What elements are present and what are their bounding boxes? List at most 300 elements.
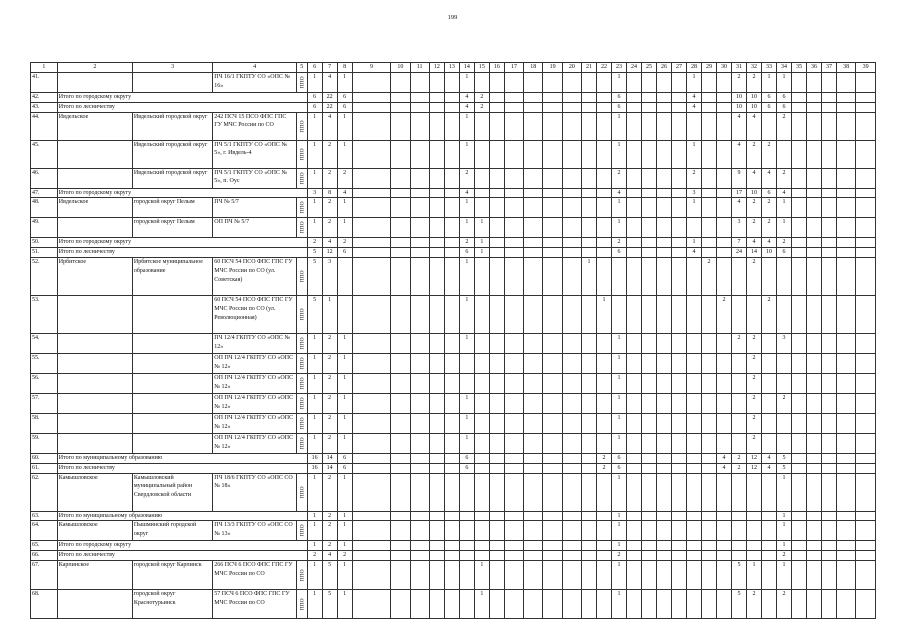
value-cell-col-17 [504, 257, 523, 295]
value-cell-col-36 [807, 511, 822, 521]
value-cell-col-18 [524, 541, 543, 551]
value-cell-col-26 [657, 140, 672, 168]
value-cell-col-33: 4 [762, 168, 777, 188]
value-cell-col-6: 2 [307, 551, 322, 561]
value-cell-col-28 [687, 521, 702, 541]
value-cell-col-36 [807, 218, 822, 238]
value-cell-col-14 [459, 560, 474, 589]
value-cell-col-34 [777, 295, 792, 333]
value-cell-col-25 [642, 93, 657, 103]
value-cell-col-10 [391, 521, 410, 541]
value-cell-col-23: 2 [612, 238, 627, 248]
value-cell-col-15: 1 [474, 238, 489, 248]
value-cell-col-20 [562, 373, 581, 393]
value-cell-col-9 [352, 521, 391, 541]
table-row [31, 198, 876, 218]
value-cell-col-33 [762, 433, 777, 453]
table-row [31, 112, 876, 140]
value-cell-col-32: 4 [747, 112, 762, 140]
value-cell-col-14: 1 [459, 333, 474, 353]
row-number: 51. [31, 248, 58, 258]
value-cell-col-17 [504, 413, 523, 433]
value-cell-col-34: 1 [777, 521, 792, 541]
value-cell-col-23: 1 [612, 560, 627, 589]
value-cell-col-6: 6 [307, 102, 322, 112]
value-cell-col-16 [489, 333, 504, 353]
value-cell-col-19 [543, 433, 562, 453]
value-cell-col-31: 5 [732, 589, 747, 618]
value-cell-col-9 [352, 551, 391, 561]
value-cell-col-30 [717, 589, 732, 618]
value-cell-col-15 [474, 257, 489, 295]
row-number: 58. [31, 413, 58, 433]
unit-cell: ПЧ 13/3 ГКПТУ СО «ОПС СО № 13» [213, 521, 297, 541]
value-cell-col-26 [657, 248, 672, 258]
value-cell-col-22 [597, 560, 612, 589]
value-cell-col-9 [352, 353, 391, 373]
value-cell-col-9 [352, 463, 391, 473]
value-cell-col-20 [562, 393, 581, 413]
value-cell-col-16 [489, 93, 504, 103]
row-number: 48. [31, 198, 58, 218]
unit-type-cell [296, 373, 307, 393]
value-cell-col-39 [856, 257, 876, 295]
value-cell-col-12 [429, 560, 444, 589]
value-cell-col-34: 2 [777, 393, 792, 413]
value-cell-col-21 [582, 198, 597, 218]
value-cell-col-16 [489, 453, 504, 463]
value-cell-col-10 [391, 473, 410, 511]
value-cell-col-21 [582, 188, 597, 198]
value-cell-col-32: 2 [747, 589, 762, 618]
value-cell-col-12 [429, 333, 444, 353]
municipality-cell: Ирбитское муниципальное образование [132, 257, 212, 295]
value-cell-col-26 [657, 188, 672, 198]
value-cell-col-30 [717, 73, 732, 93]
value-cell-col-35 [792, 198, 807, 218]
value-cell-col-8: 1 [337, 433, 352, 453]
value-cell-col-32: 4 [747, 238, 762, 248]
value-cell-col-24 [627, 295, 642, 333]
value-cell-col-16 [489, 560, 504, 589]
value-cell-col-28: 4 [687, 248, 702, 258]
value-cell-col-7: 2 [322, 218, 337, 238]
value-cell-col-13 [444, 73, 459, 93]
value-cell-col-20 [562, 168, 581, 188]
value-cell-col-9 [352, 257, 391, 295]
value-cell-col-9 [352, 473, 391, 511]
value-cell-col-33: 6 [762, 188, 777, 198]
value-cell-col-37 [822, 373, 837, 393]
value-cell-col-35 [792, 463, 807, 473]
value-cell-col-15 [474, 112, 489, 140]
municipality-cell: городской округ Карпинск [132, 560, 212, 589]
value-cell-col-27 [672, 140, 687, 168]
value-cell-col-30 [717, 333, 732, 353]
value-cell-col-38 [837, 333, 856, 353]
value-cell-col-9 [352, 102, 391, 112]
value-cell-col-20 [562, 238, 581, 248]
value-cell-col-9 [352, 248, 391, 258]
value-cell-col-36 [807, 560, 822, 589]
value-cell-col-8: 1 [337, 218, 352, 238]
value-cell-col-10 [391, 413, 410, 433]
value-cell-col-29 [702, 248, 717, 258]
value-cell-col-7: 2 [322, 168, 337, 188]
value-cell-col-17 [504, 248, 523, 258]
unit-cell: ПЧ 5/1 ГКПТУ СО «ОПС № 5», п. Оус [213, 168, 297, 188]
value-cell-col-17 [504, 551, 523, 561]
value-cell-col-38 [837, 248, 856, 258]
header-col-20: 20 [562, 63, 581, 73]
row-number: 65. [31, 541, 58, 551]
table-row [31, 257, 876, 295]
value-cell-col-14: 1 [459, 198, 474, 218]
value-cell-col-38 [837, 140, 856, 168]
value-cell-col-7: 2 [322, 373, 337, 393]
value-cell-col-32: 14 [747, 248, 762, 258]
value-cell-col-33 [762, 393, 777, 413]
value-cell-col-9 [352, 511, 391, 521]
value-cell-col-20 [562, 218, 581, 238]
forestry-cell [57, 413, 132, 433]
value-cell-col-8 [337, 257, 352, 295]
value-cell-col-15 [474, 295, 489, 333]
header-col-10: 10 [391, 63, 410, 73]
value-cell-col-34: 1 [777, 511, 792, 521]
header-col-25: 25 [642, 63, 657, 73]
value-cell-col-7: 4 [322, 112, 337, 140]
total-label: Итого по лесничеству [57, 551, 307, 561]
value-cell-col-16 [489, 353, 504, 373]
forestry-cell [57, 295, 132, 333]
value-cell-col-32 [747, 551, 762, 561]
value-cell-col-14 [459, 473, 474, 511]
value-cell-col-15 [474, 453, 489, 463]
value-cell-col-15 [474, 373, 489, 393]
unit-type-cell [296, 473, 307, 511]
value-cell-col-30 [717, 511, 732, 521]
row-number: 67. [31, 560, 58, 589]
value-cell-col-39 [856, 188, 876, 198]
value-cell-col-7: 22 [322, 102, 337, 112]
value-cell-col-7: 4 [322, 73, 337, 93]
value-cell-col-34: 6 [777, 93, 792, 103]
value-cell-col-27 [672, 511, 687, 521]
header-col-34: 34 [777, 63, 792, 73]
value-cell-col-14 [459, 541, 474, 551]
value-cell-col-10 [391, 373, 410, 393]
value-cell-col-39 [856, 112, 876, 140]
value-cell-col-30 [717, 521, 732, 541]
value-cell-col-38 [837, 473, 856, 511]
value-cell-col-35 [792, 433, 807, 453]
value-cell-col-6: 1 [307, 353, 322, 373]
value-cell-col-29 [702, 511, 717, 521]
value-cell-col-15: 1 [474, 218, 489, 238]
value-cell-col-25 [642, 433, 657, 453]
value-cell-col-21 [582, 373, 597, 393]
value-cell-col-18 [524, 73, 543, 93]
forestry-cell: Камышловское [57, 473, 132, 511]
value-cell-col-18 [524, 511, 543, 521]
value-cell-col-8: 6 [337, 93, 352, 103]
value-cell-col-23: 1 [612, 433, 627, 453]
value-cell-col-25 [642, 589, 657, 618]
value-cell-col-31: 10 [732, 102, 747, 112]
value-cell-col-35 [792, 373, 807, 393]
value-cell-col-35 [792, 560, 807, 589]
value-cell-col-28: 1 [687, 198, 702, 218]
value-cell-col-22 [597, 373, 612, 393]
value-cell-col-18 [524, 433, 543, 453]
value-cell-col-12 [429, 238, 444, 248]
value-cell-col-12 [429, 188, 444, 198]
value-cell-col-35 [792, 413, 807, 433]
value-cell-col-30 [717, 218, 732, 238]
value-cell-col-21 [582, 393, 597, 413]
value-cell-col-36 [807, 295, 822, 333]
value-cell-col-22 [597, 73, 612, 93]
value-cell-col-21 [582, 463, 597, 473]
value-cell-col-20 [562, 93, 581, 103]
value-cell-col-19 [543, 453, 562, 463]
header-col-15: 15 [474, 63, 489, 73]
value-cell-col-37 [822, 353, 837, 373]
value-cell-col-13 [444, 373, 459, 393]
value-cell-col-26 [657, 541, 672, 551]
value-cell-col-30 [717, 373, 732, 393]
value-cell-col-10 [391, 560, 410, 589]
value-cell-col-26 [657, 102, 672, 112]
value-cell-col-34 [777, 140, 792, 168]
table-row [31, 353, 876, 373]
value-cell-col-19 [543, 333, 562, 353]
value-cell-col-31: 2 [732, 463, 747, 473]
value-cell-col-37 [822, 257, 837, 295]
value-cell-col-18 [524, 373, 543, 393]
value-cell-col-10 [391, 453, 410, 463]
value-cell-col-20 [562, 541, 581, 551]
header-col-5: 5 [296, 63, 307, 73]
value-cell-col-24 [627, 453, 642, 463]
value-cell-col-24 [627, 73, 642, 93]
value-cell-col-11 [410, 560, 429, 589]
value-cell-col-15: 1 [474, 589, 489, 618]
value-cell-col-27 [672, 257, 687, 295]
value-cell-col-11 [410, 541, 429, 551]
value-cell-col-29 [702, 463, 717, 473]
value-cell-col-34: 5 [777, 453, 792, 463]
value-cell-col-18 [524, 238, 543, 248]
value-cell-col-31 [732, 413, 747, 433]
value-cell-col-36 [807, 140, 822, 168]
value-cell-col-35 [792, 589, 807, 618]
value-cell-col-32: 2 [747, 198, 762, 218]
value-cell-col-27 [672, 93, 687, 103]
value-cell-col-26 [657, 393, 672, 413]
value-cell-col-28 [687, 257, 702, 295]
unit-type-label: ППО [299, 397, 306, 410]
forestry-cell [57, 353, 132, 373]
header-col-1: 1 [31, 63, 58, 73]
value-cell-col-15 [474, 473, 489, 511]
value-cell-col-14: 2 [459, 168, 474, 188]
value-cell-col-12 [429, 413, 444, 433]
value-cell-col-11 [410, 168, 429, 188]
value-cell-col-13 [444, 560, 459, 589]
value-cell-col-6: 5 [307, 295, 322, 333]
value-cell-col-15: 2 [474, 93, 489, 103]
value-cell-col-25 [642, 551, 657, 561]
value-cell-col-26 [657, 353, 672, 373]
value-cell-col-7: 14 [322, 453, 337, 463]
municipality-cell [132, 353, 212, 373]
value-cell-col-39 [856, 248, 876, 258]
value-cell-col-24 [627, 112, 642, 140]
value-cell-col-19 [543, 473, 562, 511]
value-cell-col-13 [444, 353, 459, 373]
value-cell-col-39 [856, 551, 876, 561]
value-cell-col-17 [504, 198, 523, 218]
value-cell-col-8: 4 [337, 188, 352, 198]
header-col-38: 38 [837, 63, 856, 73]
value-cell-col-25 [642, 453, 657, 463]
value-cell-col-25 [642, 188, 657, 198]
value-cell-col-31: 5 [732, 560, 747, 589]
forestry-cell [57, 373, 132, 393]
value-cell-col-19 [543, 188, 562, 198]
header-col-3: 3 [132, 63, 212, 73]
value-cell-col-32: 2 [747, 73, 762, 93]
value-cell-col-39 [856, 413, 876, 433]
value-cell-col-12 [429, 257, 444, 295]
value-cell-col-30 [717, 353, 732, 373]
value-cell-col-31 [732, 541, 747, 551]
value-cell-col-28 [687, 433, 702, 453]
unit-type-label: ППО [299, 76, 306, 89]
row-number: 43. [31, 102, 58, 112]
value-cell-col-14: 4 [459, 102, 474, 112]
value-cell-col-23: 1 [612, 218, 627, 238]
value-cell-col-38 [837, 257, 856, 295]
value-cell-col-23: 6 [612, 93, 627, 103]
value-cell-col-10 [391, 238, 410, 248]
value-cell-col-6: 3 [307, 188, 322, 198]
value-cell-col-21 [582, 112, 597, 140]
value-cell-col-7: 2 [322, 511, 337, 521]
value-cell-col-8: 1 [337, 73, 352, 93]
value-cell-col-6: 16 [307, 453, 322, 463]
value-cell-col-9 [352, 589, 391, 618]
value-cell-col-37 [822, 140, 837, 168]
value-cell-col-7: 2 [322, 198, 337, 218]
value-cell-col-26 [657, 473, 672, 511]
value-cell-col-7: 5 [322, 560, 337, 589]
value-cell-col-23: 4 [612, 188, 627, 198]
value-cell-col-22 [597, 473, 612, 511]
value-cell-col-16 [489, 73, 504, 93]
value-cell-col-24 [627, 393, 642, 413]
value-cell-col-29 [702, 541, 717, 551]
value-cell-col-37 [822, 521, 837, 541]
value-cell-col-21 [582, 333, 597, 353]
unit-type-cell [296, 218, 307, 238]
value-cell-col-31: 17 [732, 188, 747, 198]
unit-type-cell [296, 112, 307, 140]
value-cell-col-15 [474, 463, 489, 473]
value-cell-col-29 [702, 333, 717, 353]
value-cell-col-21 [582, 238, 597, 248]
value-cell-col-33: 1 [762, 73, 777, 93]
value-cell-col-17 [504, 541, 523, 551]
value-cell-col-20 [562, 521, 581, 541]
value-cell-col-39 [856, 140, 876, 168]
unit-type-cell [296, 353, 307, 373]
value-cell-col-10 [391, 333, 410, 353]
value-cell-col-31 [732, 257, 747, 295]
value-cell-col-33 [762, 333, 777, 353]
value-cell-col-39 [856, 473, 876, 511]
value-cell-col-18 [524, 188, 543, 198]
value-cell-col-11 [410, 453, 429, 463]
value-cell-col-26 [657, 257, 672, 295]
value-cell-col-8: 1 [337, 541, 352, 551]
column-number-header [31, 63, 876, 73]
forestry-cell: Ивдельское [57, 112, 132, 140]
value-cell-col-14: 1 [459, 433, 474, 453]
value-cell-col-37 [822, 73, 837, 93]
value-cell-col-27 [672, 73, 687, 93]
value-cell-col-11 [410, 413, 429, 433]
value-cell-col-34 [777, 413, 792, 433]
value-cell-col-33: 4 [762, 453, 777, 463]
row-number: 52. [31, 257, 58, 295]
value-cell-col-7: 12 [322, 248, 337, 258]
value-cell-col-14: 4 [459, 93, 474, 103]
value-cell-col-36 [807, 353, 822, 373]
value-cell-col-36 [807, 393, 822, 413]
value-cell-col-33 [762, 589, 777, 618]
value-cell-col-18 [524, 353, 543, 373]
value-cell-col-8: 1 [337, 511, 352, 521]
value-cell-col-37 [822, 560, 837, 589]
value-cell-col-32: 2 [747, 433, 762, 453]
value-cell-col-20 [562, 140, 581, 168]
value-cell-col-17 [504, 102, 523, 112]
value-cell-col-22 [597, 188, 612, 198]
value-cell-col-37 [822, 238, 837, 248]
forestry-cell [57, 333, 132, 353]
value-cell-col-24 [627, 218, 642, 238]
value-cell-col-31 [732, 521, 747, 541]
value-cell-col-30 [717, 473, 732, 511]
value-cell-col-38 [837, 541, 856, 551]
value-cell-col-6: 1 [307, 112, 322, 140]
value-cell-col-8 [337, 295, 352, 333]
unit-type-cell [296, 521, 307, 541]
value-cell-col-32: 2 [747, 218, 762, 238]
table-row [31, 393, 876, 413]
value-cell-col-37 [822, 393, 837, 413]
value-cell-col-16 [489, 463, 504, 473]
value-cell-col-13 [444, 198, 459, 218]
municipality-cell: городской округ Пелым [132, 198, 212, 218]
value-cell-col-24 [627, 521, 642, 541]
value-cell-col-13 [444, 295, 459, 333]
value-cell-col-11 [410, 295, 429, 333]
unit-type-cell [296, 560, 307, 589]
